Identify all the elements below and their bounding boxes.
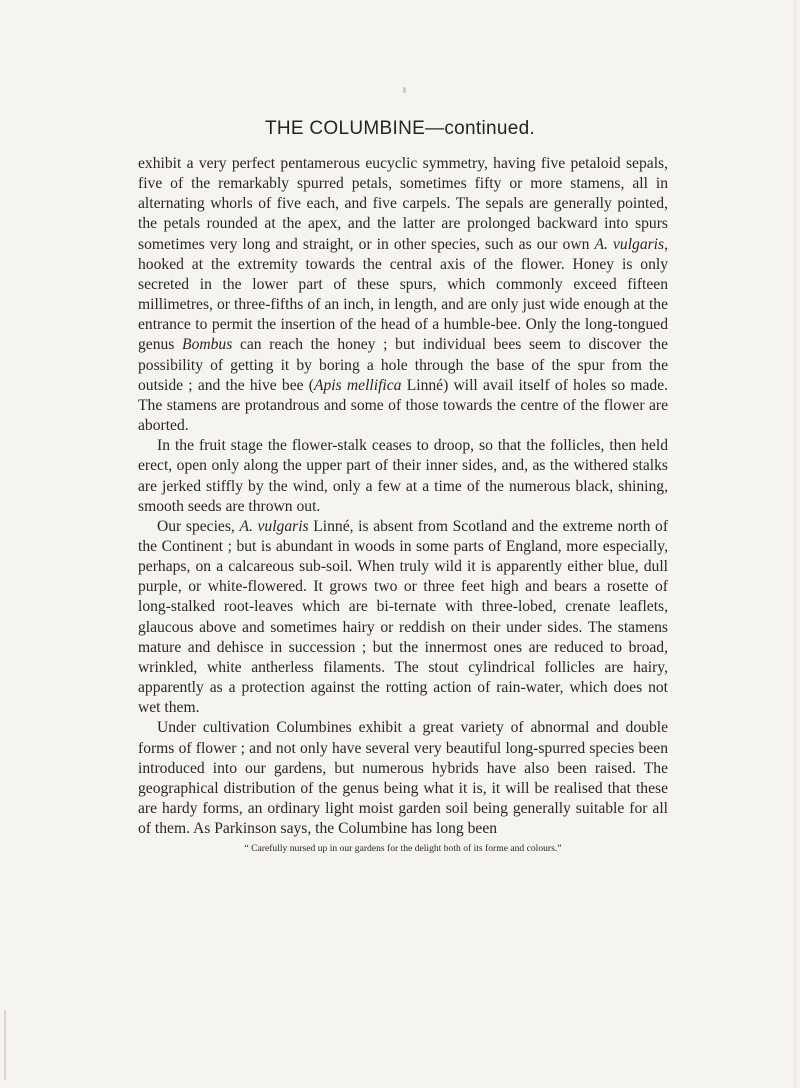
parkinson-quote: “ Carefully nursed up in our gardens for the delight both of its forme and colours.” [244, 843, 562, 855]
text-run: In the fruit stage the flower-stalk ceases to droop, so that the follicles, then held erect, open only along the upper part of their inner sides, and, as the withered stalks are jerked stiffly by the wind, only a few at a time of the numerous black, shining, smooth seeds are thrown out. [138, 437, 668, 515]
page-edge-shadow [794, 0, 796, 1088]
italic-term: A. vulgaris [239, 517, 309, 535]
text-run: Linné, is absent from Scotland and the extreme north of the Continent ; but is abundant in woods in some parts of England, more especially, perhaps, on a calcareous sub-soil. When truly wild it is apparently either blue, dull purple, or white-flowered. It grows two or three feet high and bears a rosette of long-stalked root-leaves which are bi-ternate with three-lobed, crenate leaflets, glaucous above and sometimes hairy or reddish on their under sides. The stamens mature and dehisce in succession ; but the innermost ones are reduced to broad, wrinkled, white antherless filaments. The stout cylindrical follicles are hairy, apparently as a protection against the rotting action of rain-water, which does not wet them. [138, 517, 669, 717]
paragraph [138, 436, 668, 517]
text-run: can reach the honey ; but individual bees seem to discover the possibility of getting it by boring a hole through the base of the spur from the outside ; and the hive bee ( [138, 336, 668, 394]
body-text [138, 154, 668, 856]
text-run: Linné) will avail itself of holes so made. The stamens are protandrous and some of those towards the centre of the flower are aborted. [138, 376, 669, 435]
text-run: exhibit a very perfect pentamerous eucyclic symmetry, having five petaloid sepals, five of the remarkably spurred petals, sometimes fifty or more stamens, all in alternating whorls of five each, and five carpels. The sepals are generally pointed, the petals rounded at the apex, and the latter are prolonged backward into spurs sometimes very long and straight, or in other species, such as our own [138, 155, 668, 253]
paragraph-list [138, 154, 668, 839]
page-edge-shadow [4, 1010, 6, 1080]
text-run: Our species, [157, 517, 240, 535]
text-run: Under cultivation Columbines exhibit a great variety of abnormal and double forms of flower ; and not only have several very beautiful long-spurred species been introduced into our gardens, but numerous hybrids have also been raised. The geographical distribution of the genus being what it is, it will be realised that these are hardy forms, an ordinary light moist garden soil being generally suitable for all of them. As Parkinson says, the Columbine has long been [138, 719, 668, 838]
paper-speck [403, 87, 406, 93]
paragraph [138, 154, 668, 436]
italic-term: Apis mellifica [313, 376, 402, 394]
paragraph [138, 718, 668, 839]
page-heading: THE COLUMBINE—continued. [264, 118, 536, 139]
paragraph [138, 517, 668, 719]
text-run: , hooked at the extremity towards the central axis of the flower. Honey is only secreted in the lower part of these spurs, which commonly exceed fifteen millimetres, or three-fifths of an inch, in length, and are only just wide enough at the entrance to permit the insertion of the head of a humble-bee. Only the long-tongued genus [138, 235, 668, 354]
italic-term: Bombus [182, 336, 233, 354]
italic-term: A. vulgaris [594, 235, 665, 253]
